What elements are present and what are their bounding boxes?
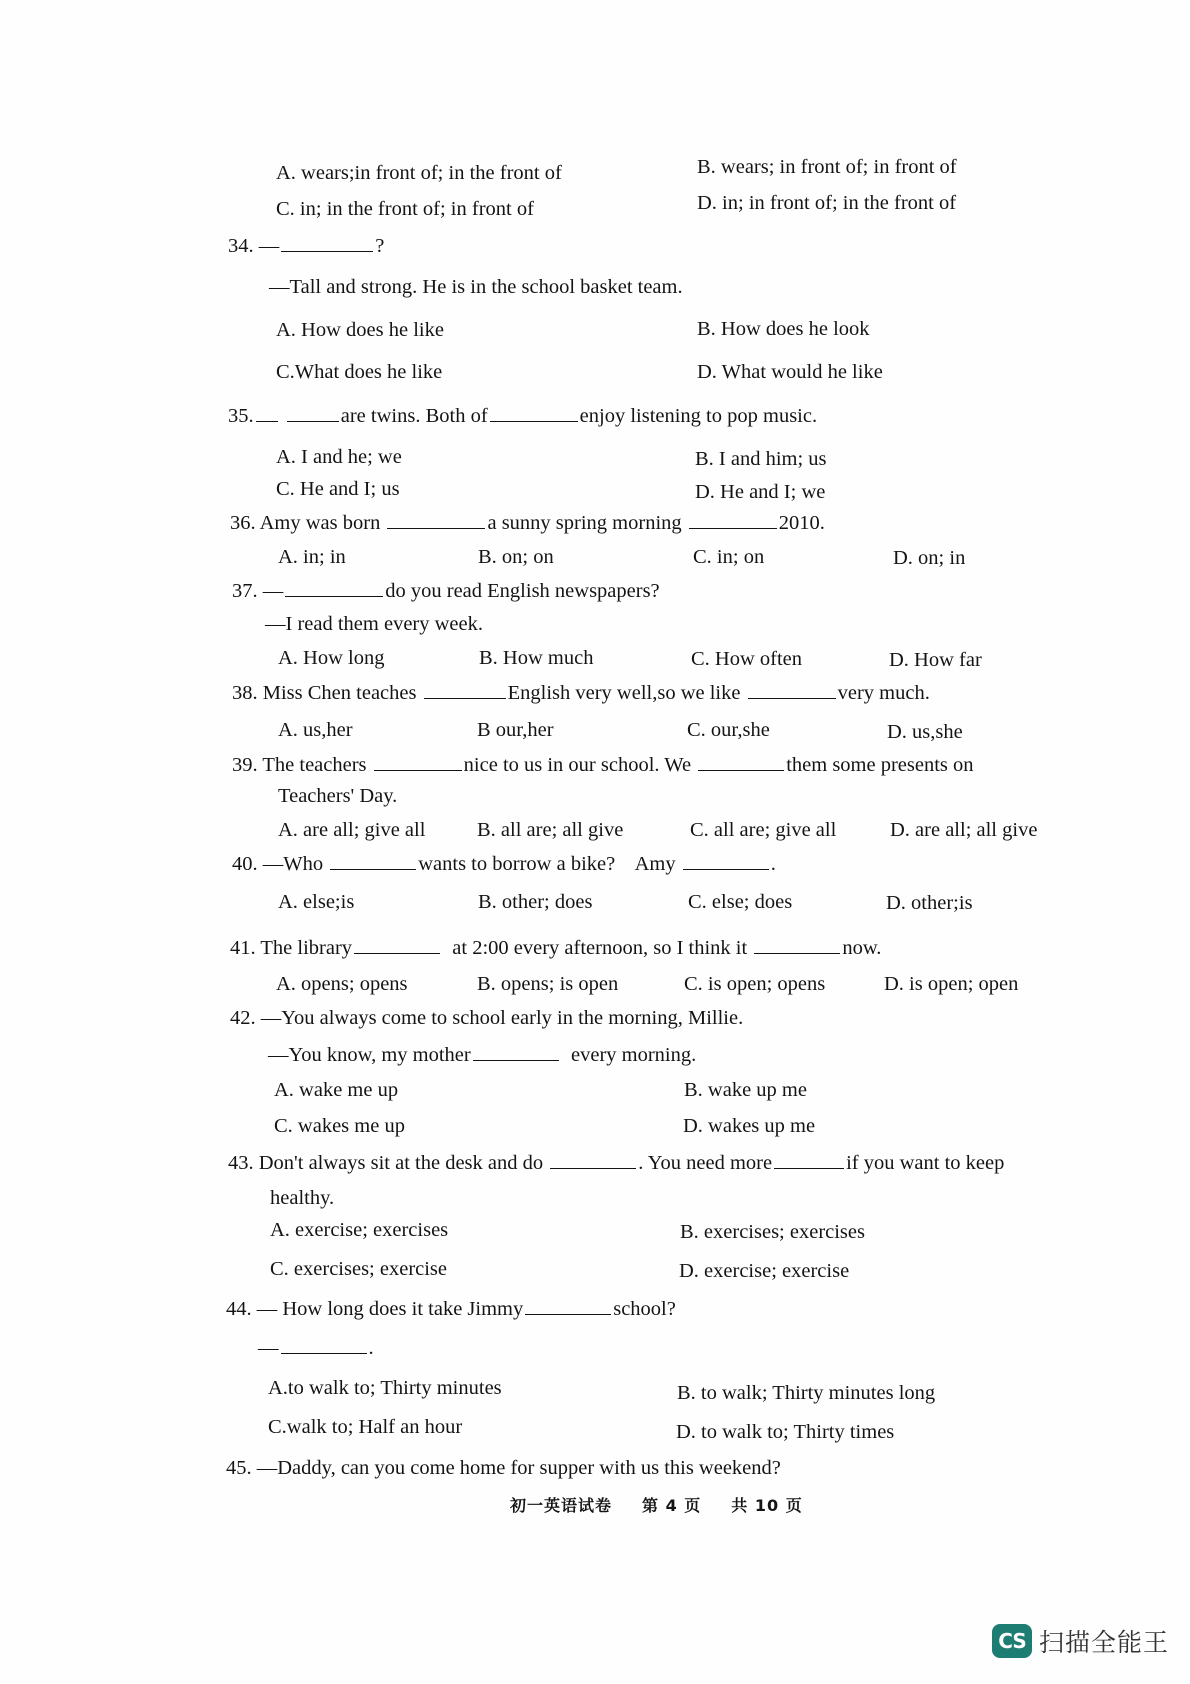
- footer-total-pages: 共 10 页: [731, 1496, 803, 1515]
- q33-option-a: A. wears;in front of; in the front of: [276, 162, 562, 184]
- stem-text: —You know, my mother: [268, 1044, 471, 1066]
- q41-option-a: A. opens; opens: [276, 973, 408, 995]
- q37-option-d: D. How far: [889, 649, 982, 671]
- stem-text: English very well,so we like: [507, 682, 741, 704]
- answer-blank: [387, 510, 485, 529]
- stem-text: —Who: [262, 853, 324, 875]
- answer-blank: [285, 578, 383, 597]
- q44-option-b: B. to walk; Thirty minutes long: [677, 1382, 936, 1404]
- page-footer: [510, 1493, 833, 1516]
- q38-option-d: D. us,she: [887, 721, 963, 743]
- question-number: 41.: [230, 937, 256, 959]
- answer-blank: [490, 403, 578, 422]
- dash: —: [262, 580, 284, 602]
- q34-answer-line: —Tall and strong. He is in the school basket team.: [269, 276, 683, 298]
- answer-blank: [550, 1150, 636, 1169]
- stem-text: if you want to keep: [846, 1152, 1005, 1174]
- q37-answer-line: —I read them every week.: [265, 613, 483, 635]
- question-number: 39.: [232, 754, 258, 776]
- question-number: 40.: [232, 853, 258, 875]
- answer-blank: [281, 1335, 367, 1354]
- answer-blank: [330, 851, 416, 870]
- stem-text: —You always come to school early in the morning, Millie.: [260, 1007, 744, 1029]
- q33-option-b: B. wears; in front of; in front of: [697, 156, 957, 178]
- q42-option-b: B. wake up me: [684, 1079, 807, 1101]
- q40-option-a: A. else;is: [278, 891, 355, 913]
- stem-text: at 2:00 every afternoon, so I think it: [452, 937, 748, 959]
- q38-stem: [232, 680, 930, 705]
- answer-blank: [698, 752, 784, 771]
- q38-option-c: C. our,she: [687, 719, 770, 741]
- stem-text: a sunny spring morning: [487, 512, 682, 534]
- q41-stem: [230, 935, 881, 960]
- q40-option-b: B. other; does: [478, 891, 593, 913]
- stem-end: enjoy listening to pop music.: [579, 405, 818, 427]
- q39-option-a: A. are all; give all: [278, 819, 426, 841]
- q35-option-d: D. He and I; we: [695, 481, 826, 503]
- question-number: 44.: [226, 1298, 252, 1320]
- q43-option-b: B. exercises; exercises: [680, 1221, 865, 1243]
- q37-stem: [232, 578, 660, 603]
- q44-option-c: C.walk to; Half an hour: [268, 1416, 463, 1438]
- scanner-watermark: [992, 1623, 1169, 1659]
- dash: —: [258, 235, 280, 257]
- question-number: 35.: [228, 405, 254, 427]
- stem-end: do you read English newspapers?: [385, 580, 660, 602]
- q44-option-d: D. to walk to; Thirty times: [676, 1421, 895, 1443]
- stem-text: — How long does it take Jimmy: [256, 1298, 524, 1320]
- stem-end: school?: [613, 1298, 676, 1320]
- stem-text: them some presents on: [786, 754, 974, 776]
- stem-end: every morning.: [571, 1044, 697, 1066]
- q40-option-c: C. else; does: [688, 891, 793, 913]
- q42-answer-line: [268, 1042, 696, 1067]
- answer-blank: [473, 1042, 559, 1061]
- q35-stem: [228, 403, 817, 428]
- answer-blank: [683, 851, 769, 870]
- q34-option-d: D. What would he like: [697, 361, 883, 383]
- q39-option-d: D. are all; all give: [890, 819, 1038, 841]
- q44-answer-line: [258, 1335, 374, 1360]
- stem-end: ?: [375, 235, 385, 257]
- stem-end: .: [770, 853, 776, 875]
- answer-blank: [754, 935, 840, 954]
- q36-stem: [230, 510, 825, 535]
- q42-option-d: D. wakes up me: [683, 1115, 816, 1137]
- answer-blank: [281, 233, 373, 252]
- stem-text: . You need more: [638, 1152, 773, 1174]
- stem-end: now.: [842, 937, 882, 959]
- question-number: 42.: [230, 1007, 256, 1029]
- q35-option-c: C. He and I; us: [276, 478, 400, 500]
- q40-option-d: D. other;is: [886, 892, 973, 914]
- watermark-text: 扫描全能王: [1039, 1628, 1170, 1657]
- answer-blank: [287, 403, 339, 422]
- answer-blank: [525, 1296, 611, 1315]
- stem-end: very much.: [837, 682, 930, 704]
- stem-text: Amy: [634, 853, 676, 875]
- answer-blank: [748, 680, 836, 699]
- answer-blank: [354, 935, 440, 954]
- stem-text: are twins. Both of: [340, 405, 488, 427]
- q39-stem: [232, 752, 974, 777]
- q41-option-d: D. is open; open: [884, 973, 1019, 995]
- q44-stem: [226, 1296, 676, 1321]
- q33-option-c: C. in; in the front of; in front of: [276, 198, 534, 220]
- q36-option-a: A. in; in: [278, 546, 346, 568]
- stem-end: .: [368, 1337, 374, 1359]
- footer-subject: 初一英语试卷: [510, 1496, 613, 1515]
- answer-blank: [689, 510, 777, 529]
- q44-option-a: A.to walk to; Thirty minutes: [268, 1377, 502, 1399]
- stem-text: Miss Chen teaches: [262, 682, 417, 704]
- q37-option-b: B. How much: [479, 647, 594, 669]
- stem-text: The teachers: [262, 754, 367, 776]
- q35-option-b: B. I and him; us: [695, 448, 827, 470]
- q39-option-b: B. all are; all give: [477, 819, 624, 841]
- answer-blank: [774, 1150, 844, 1169]
- stem-text: wants to borrow a bike?: [418, 853, 616, 875]
- footer-page-number: 第 4 页: [642, 1496, 702, 1515]
- q34-option-a: A. How does he like: [276, 319, 444, 341]
- q43-option-c: C. exercises; exercise: [270, 1258, 448, 1280]
- question-number: 38.: [232, 682, 258, 704]
- q41-option-b: B. opens; is open: [477, 973, 619, 995]
- stem-text: Don't always sit at the desk and do: [258, 1152, 544, 1174]
- answer-blank: [424, 680, 506, 699]
- question-number: 45.: [226, 1457, 252, 1479]
- q43-stem-continued: healthy.: [270, 1187, 335, 1209]
- q42-stem: [230, 1006, 743, 1030]
- q38-option-b: B our,her: [477, 719, 554, 741]
- q34-option-b: B. How does he look: [697, 318, 870, 340]
- q43-option-d: D. exercise; exercise: [679, 1260, 850, 1282]
- q41-option-c: C. is open; opens: [684, 973, 826, 995]
- q36-option-b: B. on; on: [478, 546, 554, 568]
- q39-option-c: C. all are; give all: [690, 819, 837, 841]
- q38-option-a: A. us,her: [278, 719, 353, 741]
- q43-stem: [228, 1150, 1004, 1175]
- camscanner-logo-icon: CS: [992, 1624, 1032, 1658]
- stem-end: 2010.: [778, 512, 825, 534]
- answer-blank: [256, 403, 278, 422]
- q42-option-c: C. wakes me up: [274, 1115, 405, 1137]
- dash: —: [258, 1337, 279, 1359]
- q34-stem: [228, 233, 384, 258]
- q40-stem: [232, 851, 776, 876]
- q36-option-d: D. on; in: [893, 547, 966, 569]
- q42-option-a: A. wake me up: [274, 1079, 399, 1101]
- stem-text: The library: [260, 937, 353, 959]
- question-number: 43.: [228, 1152, 254, 1174]
- question-number: 36.: [230, 512, 256, 534]
- q36-option-c: C. in; on: [693, 546, 765, 568]
- question-number: 37.: [232, 580, 258, 602]
- q39-stem-continued: Teachers' Day.: [278, 785, 398, 807]
- question-number: 34.: [228, 235, 254, 257]
- q35-option-a: A. I and he; we: [276, 446, 402, 468]
- q37-option-a: A. How long: [278, 647, 385, 669]
- q34-option-c: C.What does he like: [276, 361, 443, 383]
- q45-stem: [226, 1456, 781, 1480]
- answer-blank: [374, 752, 462, 771]
- q33-option-d: D. in; in front of; in the front of: [697, 192, 957, 214]
- stem-text: Amy was born: [259, 512, 381, 534]
- q43-option-a: A. exercise; exercises: [270, 1219, 449, 1241]
- q37-option-c: C. How often: [691, 648, 803, 670]
- stem-text: nice to us in our school. We: [463, 754, 692, 776]
- stem-text: —Daddy, can you come home for supper with us this weekend?: [256, 1457, 781, 1479]
